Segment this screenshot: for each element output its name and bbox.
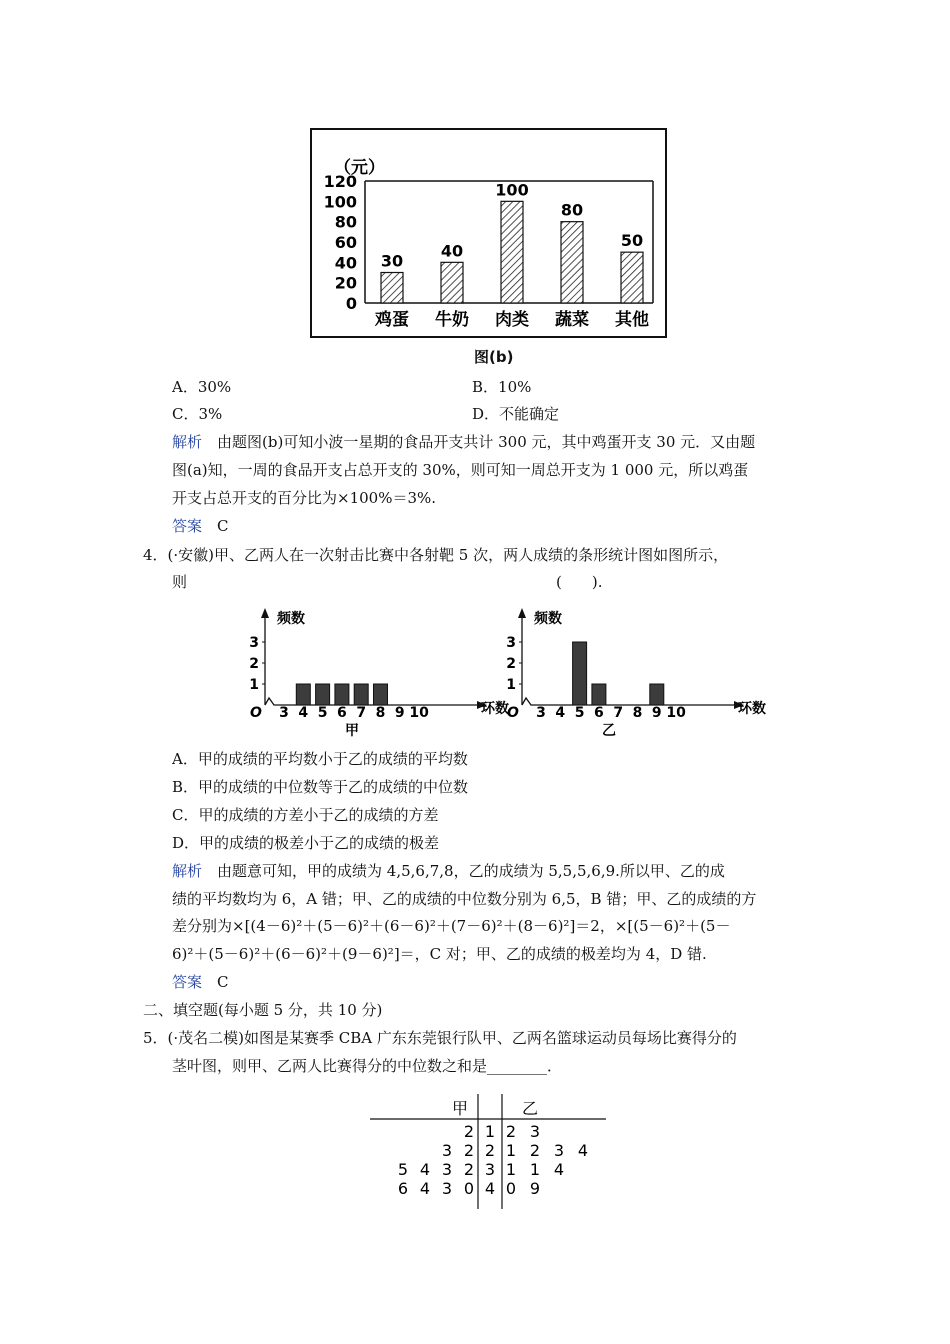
chart-category-label: 牛奶 (435, 310, 469, 330)
freq-x-tick-label: 7 (356, 705, 367, 721)
q3-explanation-line2: 图(a)知，一周的食品开支占总开支的 30%，则可知一周总开支为 1 000 元，所以鸡蛋 (172, 461, 749, 479)
freq-bar (354, 684, 368, 705)
freq-y-tick-label: 3 (506, 635, 516, 651)
q3-explanation-line1: 解析 由题图(b)可知小波一星期的食品开支共计 300 元，其中鸡蛋开支 30 元．又由题 (172, 433, 756, 451)
q4-option-a: A．甲的成绩的平均数小于乙的成绩的平均数 (172, 750, 468, 768)
stem-leaf-left-leaf: 3 (441, 1179, 453, 1198)
chart-bar (621, 252, 643, 303)
q4-blank: ( ). (556, 573, 603, 591)
q3-option-c: C．3% (172, 405, 223, 423)
freq-bar (374, 684, 388, 705)
stem-leaf-right-leaf: 1 (505, 1141, 517, 1160)
stem-leaf-stem: 4 (484, 1179, 496, 1198)
q4-explanation-line1: 解析 由题意可知，甲的成绩为 4,5,6,7,8，乙的成绩为 5,5,5,6,9.所以甲、乙的成 (172, 862, 725, 880)
q4-option-d: D．甲的成绩的极差小于乙的成绩的极差 (172, 834, 440, 852)
stem-leaf-right-leaf: 1 (505, 1160, 517, 1179)
stem-leaf-left-leaf: 2 (463, 1122, 475, 1141)
q4-option-c: C．甲的成绩的方差小于乙的成绩的方差 (172, 806, 439, 824)
freq-x-tick-label: 6 (337, 705, 347, 721)
stem-leaf-right-leaf: 2 (505, 1122, 517, 1141)
stem-leaf-right-leaf: 4 (553, 1160, 565, 1179)
chart-bar-value-label: 40 (440, 241, 464, 261)
q5-stem-line1: 5．(·茂名二模)如图是某赛季 CBA 广东东莞银行队甲、乙两名篮球运动员每场比赛得分的 (143, 1029, 737, 1047)
stem-leaf-left-leaf: 0 (463, 1179, 475, 1198)
freq-chart-caption: 甲 (345, 723, 359, 739)
freq-y-arrow (518, 608, 526, 618)
freq-x-tick-label: 10 (666, 705, 686, 721)
stem-leaf-stem: 1 (484, 1122, 496, 1141)
stem-leaf-stem: 2 (484, 1141, 496, 1160)
chart-bar-value-label: 30 (380, 251, 404, 271)
q3-explanation-line3: 开支占总开支的百分比为×100%＝3%. (172, 489, 437, 507)
chart-y-tick-label: 40 (334, 253, 357, 273)
freq-y-tick-label: 2 (249, 656, 259, 672)
q3-option-a: A．30% (172, 378, 232, 396)
chart-y-tick-label: 20 (334, 273, 357, 293)
food-expense-chart (310, 128, 670, 340)
q4-option-b: B．甲的成绩的中位数等于乙的成绩的中位数 (172, 778, 469, 796)
chart-bar (561, 222, 583, 303)
section-heading: 二、填空题(每小题 5 分，共 10 分) (143, 1001, 383, 1019)
chart-b-caption: 图(b) (474, 348, 514, 366)
chart-bar-value-label: 50 (620, 231, 644, 251)
freq-x-tick-label: 5 (574, 705, 585, 721)
q5-stem-line2: 茎叶图，则甲、乙两人比赛得分的中位数之和是________． (172, 1057, 563, 1075)
freq-chart-caption: 乙 (602, 723, 616, 739)
q4-explanation-line2: 绩的平均数均为 6，A 错；甲、乙的成绩的中位数分别为 6,5，B 错；甲、乙的成绩的方 (172, 890, 757, 908)
chart-y-tick-label: 100 (323, 192, 357, 212)
jia-frequency-chart (240, 604, 509, 744)
stem-leaf-plot (368, 1094, 613, 1214)
chart-y-tick-label: 60 (334, 233, 357, 252)
freq-x-tick-label: 3 (536, 705, 546, 721)
freq-x-tick-label: 8 (375, 705, 386, 721)
freq-bar (335, 684, 349, 705)
chart-bar-value-label: 80 (560, 200, 584, 220)
chart-bar-value-label: 100 (495, 180, 529, 200)
q4-explanation-line3: 差分别为×[(4－6)²＋(5－6)²＋(6－6)²＋(7－6)²＋(8－6)²]＝2，×[(5－6)²＋(5－ (172, 917, 731, 935)
stem-leaf-right-leaf: 0 (505, 1179, 517, 1198)
freq-origin-label: O (250, 705, 262, 721)
q4-stem-line1: 4．(·安徽)甲、乙两人在一次射击比赛中各射靶 5 次，两人成绩的条形统计图如图所示， (143, 546, 729, 564)
stem-leaf-right-leaf: 3 (553, 1141, 565, 1160)
freq-x-tick-label: 10 (409, 705, 429, 721)
freq-bar (296, 684, 310, 705)
freq-y-tick-label: 2 (506, 656, 516, 672)
stem-leaf-left-leaf: 4 (419, 1160, 431, 1179)
chart-category-label: 其他 (615, 310, 649, 330)
freq-bar (592, 684, 606, 705)
chart-y-tick-label: 120 (323, 172, 357, 191)
freq-x-tick-label: 4 (555, 705, 566, 721)
freq-x-tick-label: 8 (632, 705, 643, 721)
stem-leaf-left-leaf: 2 (463, 1160, 475, 1179)
chart-bar (441, 262, 463, 303)
freq-origin-label: O (507, 705, 519, 721)
q3-answer-label: 答案 (172, 517, 203, 535)
chart-bars (381, 180, 643, 303)
yi-frequency-chart (497, 604, 766, 744)
freq-x-label: 环数 (481, 701, 509, 717)
stem-leaf-right-leaf: 3 (529, 1122, 541, 1141)
stem-leaf-head-jia: 甲 (452, 1099, 469, 1118)
stem-leaf-left-leaf: 5 (397, 1160, 409, 1179)
freq-x-tick-label: 9 (394, 705, 405, 721)
freq-x-tick-label: 3 (279, 705, 289, 721)
freq-y-tick-label: 3 (249, 635, 259, 651)
freq-y-label: 频数 (534, 611, 562, 627)
chart-category-label: 蔬菜 (555, 310, 589, 330)
freq-bar (650, 684, 664, 705)
stem-leaf-left-leaf: 2 (463, 1141, 475, 1160)
q4-explanation-line4: 6)²＋(5－6)²＋(6－6)²＋(9－6)²]＝，C 对；甲、乙的成绩的极差均为 4，D 错. (172, 945, 707, 963)
stem-leaf-left-leaf: 3 (441, 1160, 453, 1179)
chart-category-label: 鸡蛋 (375, 310, 409, 330)
freq-y-arrow (261, 608, 269, 618)
stem-leaf-right-leaf: 4 (577, 1141, 589, 1160)
q3-explanation-label: 解析 (172, 433, 203, 451)
stem-leaf-stem: 3 (484, 1160, 496, 1179)
freq-x-axis (522, 698, 735, 705)
freq-y-label: 频数 (277, 611, 305, 627)
q4-answer-label: 答案 (172, 973, 203, 991)
freq-x-label: 环数 (738, 701, 766, 717)
q4-answer: 答案 C (172, 973, 229, 991)
stem-leaf-left-leaf: 3 (441, 1141, 453, 1160)
chart-bar (381, 273, 403, 304)
chart-bar (501, 201, 523, 303)
chart-categories (374, 309, 649, 330)
freq-x-tick-label: 7 (613, 705, 624, 721)
freq-x-tick-label: 5 (317, 705, 328, 721)
freq-x-tick-label: 6 (594, 705, 604, 721)
stem-leaf-right-leaf: 9 (529, 1179, 541, 1198)
stem-leaf-right-leaf: 1 (529, 1160, 541, 1179)
stem-leaf-right-leaf: 2 (529, 1141, 541, 1160)
q3-answer: 答案 C (172, 517, 229, 535)
chart-category-label: 肉类 (495, 310, 529, 330)
freq-bar (573, 642, 587, 705)
freq-x-tick-label: 9 (651, 705, 662, 721)
q3-option-d: D．不能确定 (472, 405, 560, 423)
q3-option-b: B．10% (472, 378, 532, 396)
chart-y-ticks (324, 172, 357, 313)
q4-explanation-label: 解析 (172, 862, 203, 880)
freq-y-tick-label: 1 (249, 677, 259, 693)
q4-stem-line2: 则 (172, 573, 188, 591)
chart-y-tick-label: 80 (334, 212, 357, 232)
stem-leaf-left-leaf: 4 (419, 1179, 431, 1198)
chart-unit-label: （元） (334, 158, 385, 178)
freq-bar (316, 684, 330, 705)
freq-y-tick-label: 1 (506, 677, 516, 693)
freq-x-tick-label: 4 (298, 705, 309, 721)
chart-y-tick-label: 0 (345, 294, 357, 313)
stem-leaf-head-yi: 乙 (522, 1099, 539, 1118)
stem-leaf-left-leaf: 6 (397, 1179, 409, 1198)
